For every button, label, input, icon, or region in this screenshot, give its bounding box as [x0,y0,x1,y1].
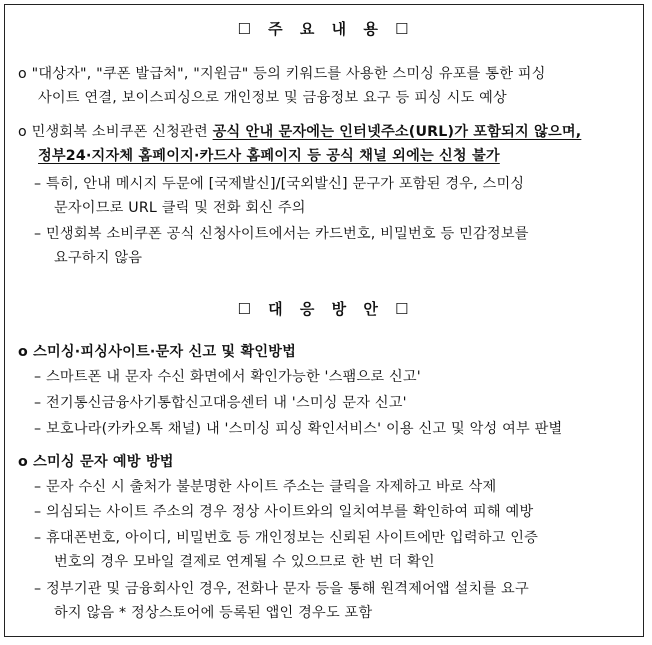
sub-item-delete-unknown: – 문자 수신 시 출처가 불분명한 사이트 주소는 클릭을 자제하고 바로 삭제 [34,479,497,495]
sub-item-intl-sender-cont: 문자이므로 URL 클릭 및 전화 회신 주의 [54,200,306,216]
sub-item-fraud-center: – 전기통신금융사기통합신고대응센터 내 '스미싱 문자 신고' [34,395,407,411]
bullet-keyword-warning: o "대상자", "쿠폰 발급처", "지원금" 등의 키워드를 사용한 스미싱 유포를 통한 피싱 [18,66,546,82]
bullet-coupon-info-emphasis-cont: 정부24·지자체 홈페이지·카드사 홈페이지 등 공식 채널 외에는 신청 불가 [38,148,500,164]
bullet-coupon-info [18,122,581,142]
bullet-coupon-info-emphasis: 공식 안내 문자에는 인터넷주소(URL)가 포함되지 않으며, [212,124,582,140]
sub-item-boho-nara: – 보호나라(카카오톡 채널) 내 '스미싱 피싱 확인서비스' 이용 신고 및 악성 여부 판별 [34,421,563,437]
section-title-main-content: ☐ 주 요 내 용 ☐ [237,20,415,38]
bullet-coupon-info-prefix: o 민생회복 소비쿠폰 신청관련 [18,124,213,140]
sub-item-verify-site: – 의심되는 사이트 주소의 경우 정상 사이트와의 일치여부를 확인하여 피해 예방 [34,504,534,520]
sub-item-no-sensitive-info: – 민생회복 소비쿠폰 공식 신청사이트에서는 카드번호, 비밀번호 등 민감정보를 [34,226,529,242]
sub-item-remote-app: – 정부기관 및 금융회사인 경우, 전화나 문자 등을 통해 원격제어앱 설치를 요구 [34,581,529,597]
bullet-keyword-warning-cont: 사이트 연결, 보이스피싱으로 개인정보 및 금융정보 요구 등 피싱 시도 예상 [38,90,507,106]
bullet-report-methods: o 스미싱·피싱사이트·문자 신고 및 확인방법 [18,344,297,360]
bullet-prevention-methods: o 스미싱 문자 예방 방법 [18,454,174,470]
sub-item-spam-report: – 스마트폰 내 문자 수신 화면에서 확인가능한 '스팸으로 신고' [34,369,421,385]
section-title-response: ☐ 대 응 방 안 ☐ [237,300,415,318]
sub-item-personal-info: – 휴대폰번호, 아이디, 비밀번호 등 개인정보는 신뢰된 사이트에만 입력하고 인증 [34,530,539,546]
sub-item-intl-sender: – 특히, 안내 메시지 두문에 [국제발신]/[국외발신] 문구가 포함된 경우, 스미싱 [34,176,525,192]
sub-item-no-sensitive-info-cont: 요구하지 않음 [54,250,143,266]
sub-item-personal-info-cont: 번호의 경우 모바일 결제로 연계될 수 있으므로 한 번 더 확인 [54,554,435,570]
sub-item-remote-app-cont: 하지 않음 * 정상스토어에 등록된 앱인 경우도 포함 [54,605,373,621]
